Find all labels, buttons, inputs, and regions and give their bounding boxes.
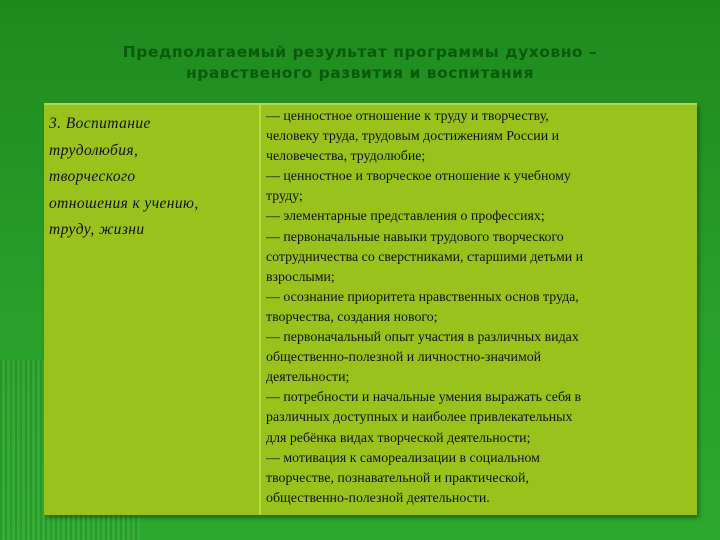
- result-line: — ценностное отношение к труду и творчеству,: [266, 109, 549, 124]
- result-line: — элементарные представления о профессиях;: [266, 209, 545, 225]
- result-line: деятельности;: [266, 370, 350, 386]
- result-line: — потребности и начальные умения выражать себя в: [266, 390, 582, 406]
- category-line: творческого: [49, 168, 136, 185]
- result-line: общественно-полезной и личностно-значимой: [266, 350, 542, 366]
- result-line: человечества, трудолюбие;: [266, 149, 426, 165]
- result-line: творчестве, познавательной и практической,: [266, 470, 529, 486]
- result-line: — осознание приоритета нравственных основ труда,: [266, 289, 579, 305]
- category-line: труду, жизни: [49, 221, 145, 238]
- result-line: сотрудничества со сверстниками, старшими детьми и: [266, 249, 584, 265]
- result-line: — первоначальные навыки трудового творческого: [266, 229, 564, 245]
- result-line: — ценностное и творческое отношение к учебному: [266, 169, 571, 185]
- result-line: общественно-полезной деятельности.: [266, 490, 490, 506]
- category-line: отношения к учению,: [49, 194, 199, 212]
- result-line: — первоначальный опыт участия в различных видах: [266, 330, 579, 346]
- table-cell-results: [266, 107, 690, 509]
- result-line: различных доступных и наиболее привлекательных: [266, 410, 573, 426]
- slide-title: [0, 42, 720, 84]
- category-line: 3. Воспитание: [49, 115, 151, 132]
- table-top-border: [44, 103, 697, 105]
- table-cell-category: [49, 111, 249, 244]
- title-line-1: Предполагаемый результат программы духовно –: [122, 43, 598, 61]
- title-line-2: нравственого развития и воспитания: [186, 64, 534, 82]
- result-line: для ребёнка видах творческой деятельности;: [266, 430, 531, 446]
- content-table: [44, 103, 697, 515]
- result-line: взрослыми;: [266, 269, 335, 285]
- result-line: — мотивация к самореализации в социальном: [266, 450, 540, 466]
- category-line: трудолюбия,: [49, 141, 139, 159]
- result-line: творчества, создания нового;: [266, 309, 438, 325]
- result-line: труду;: [266, 189, 303, 205]
- column-divider: [259, 103, 261, 515]
- result-line: человеку труда, трудовым достижениям России и: [266, 129, 560, 145]
